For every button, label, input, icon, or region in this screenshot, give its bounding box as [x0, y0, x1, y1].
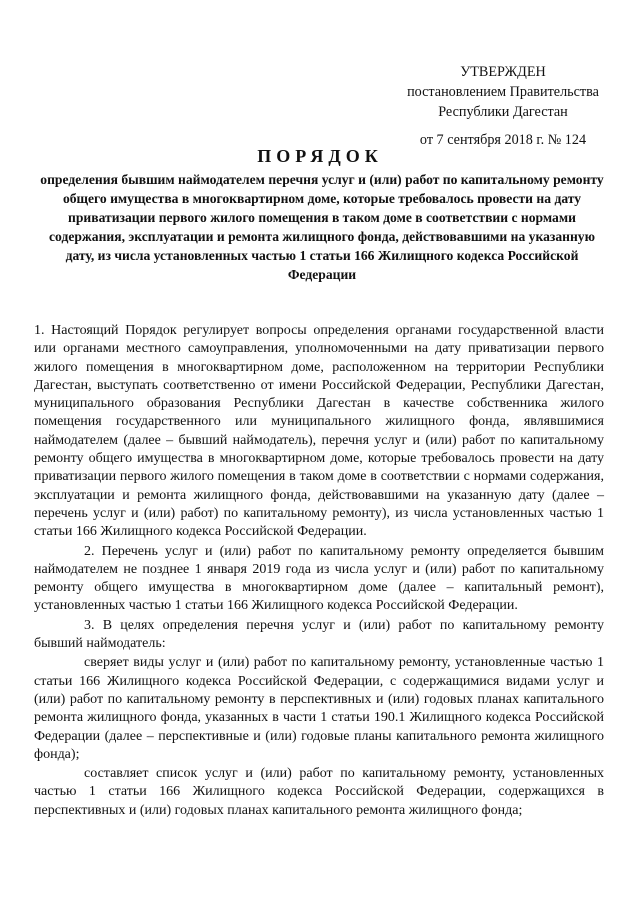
- approval-stamp: [388, 62, 618, 150]
- document-body: [34, 322, 604, 821]
- approval-date: от 7 сентября 2018 г. № 124: [419, 132, 587, 148]
- paragraph-3-item-1: сверяет виды услуг и (или) работ по капитальному ремонту, установленные частью 1 статьи 166 Жилищного кодекса Российской Федерации, с содержащимися видами услуг и (или) работ по капитальному ремонту в перспективных и (или) годовых планах капитального ремонта жилищного фонда, указанных в части 1 статьи 190.1 Жилищного кодекса Российской Федерации (далее – перспективные и (или) годовые планы капитального ремонта жилищного фонда);: [34, 655, 604, 762]
- paragraph-3: 3. В целях определения перечня услуг и (или) работ по капитальному ремонту бывший наймодатель:: [34, 617, 604, 652]
- paragraph-2: 2. Перечень услуг и (или) работ по капитальному ремонту определяется бывшим наймодателем не позднее 1 января 2019 года из числа услуг и (или) работ по капитальному ремонту общего имущества в многоквартирном доме (далее – капитальный ремонт), установленных частью 1 статьи 166 Жилищного кодекса Российской Федерации.: [34, 543, 604, 614]
- approval-line-resolution: постановлением Правительства: [407, 84, 599, 100]
- document-title: ПОРЯДОК: [257, 146, 383, 166]
- paragraph-1: 1. Настоящий Порядок регулирует вопросы определения органами государственной власти или органами местного самоуправления, уполномоченными на дату приватизации первого жилого помещения в многоквартирном доме, расположенном на территории Республики Дагестан, выступать соответственно от имени Российской Федерации, Республики Дагестан, муниципального образования Республики Дагестан в качестве собственника жилого помещения государственного или муниципального жилищного фонда, являвшимися наймодателем (далее – бывший наймодатель), перечня услуг и (или) работ по капитальному ремонту общего имущества в многоквартирном доме, которые требовалось провести на дату приватизации первого жилого помещения в таком доме в соответствии с нормами содержания, эксплуатации и ремонта жилищного фонда, действовавшими на указанную дату (далее – перечень услуг и (или) работ) по капитальному ремонту), из числа установленных частью 1 статьи 166 Жилищного кодекса Российской Федерации.: [34, 323, 604, 540]
- paragraph-3-item-2: составляет список услуг и (или) работ по капитальному ремонту, установленных частью 1 статьи 166 Жилищного кодекса Российской Федерации, содержащихся в перспективных и (или) годовых планах капитального ремонта жилищного фонда;: [34, 766, 604, 818]
- document-subtitle: определения бывшим наймодателем перечня услуг и (или) работ по капитальному ремонту общего имущества в многоквартирном доме, которые требовалось провести на дату приватизации первого жилого помещения в таком доме в соответствии с нормами содержания, эксплуатации и ремонта жилищного фонда, действовавшими на указанную дату, из числа установленных частью 1 статьи 166 Жилищного кодекса Российской Федерации: [40, 172, 604, 282]
- approval-line-approved: УТВЕРЖДЕН: [460, 64, 546, 80]
- approval-line-republic: Республики Дагестан: [438, 104, 568, 120]
